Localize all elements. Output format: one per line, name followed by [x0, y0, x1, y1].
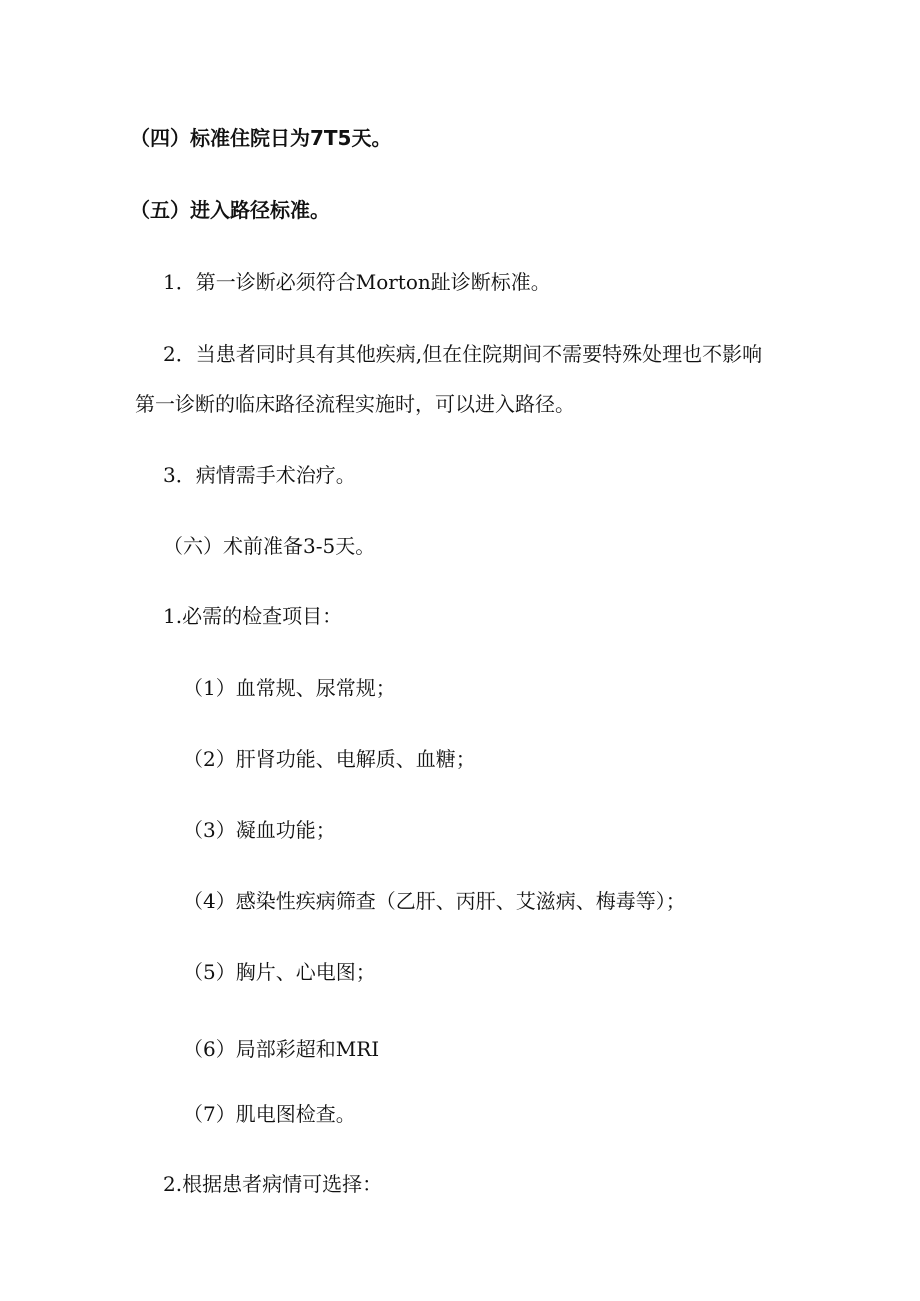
required-check-item: （1）血常规、尿常规；	[183, 676, 396, 700]
required-check-item: （4）感染性疾病筛查（乙肝、丙肝、艾滋病、梅毒等）；	[183, 889, 686, 913]
section-5-heading: （五）进入路径标准。	[130, 198, 330, 222]
section-5-item-2: 2．当患者同时具有其他疾病,但在住院期间不需要特殊处理也不影响	[163, 342, 763, 366]
section-4-text: （四）标准住院日为7T5天。	[130, 126, 392, 150]
required-check-item: （7）肌电图检查。	[183, 1102, 356, 1126]
required-check-item: （6）局部彩超和MRI	[183, 1037, 380, 1061]
optional-checks-title: 2.根据患者病情可选择：	[163, 1172, 383, 1196]
section-5-item-2-continued: 第一诊断的临床路径流程实施时，可以进入路径。	[135, 392, 575, 416]
section-5-item-1: 1．第一诊断必须符合Morton趾诊断标准。	[163, 270, 551, 294]
section-6-heading: （六）术前准备3-5天。	[163, 534, 376, 558]
section-5-item-3: 3．病情需手术治疗。	[163, 463, 356, 487]
required-check-item: （3）凝血功能；	[183, 818, 336, 842]
required-check-item: （5）胸片、心电图；	[183, 960, 376, 984]
required-check-item: （2）肝肾功能、电解质、血糖；	[183, 747, 476, 771]
required-checks-title: 1.必需的检查项目：	[163, 604, 343, 628]
